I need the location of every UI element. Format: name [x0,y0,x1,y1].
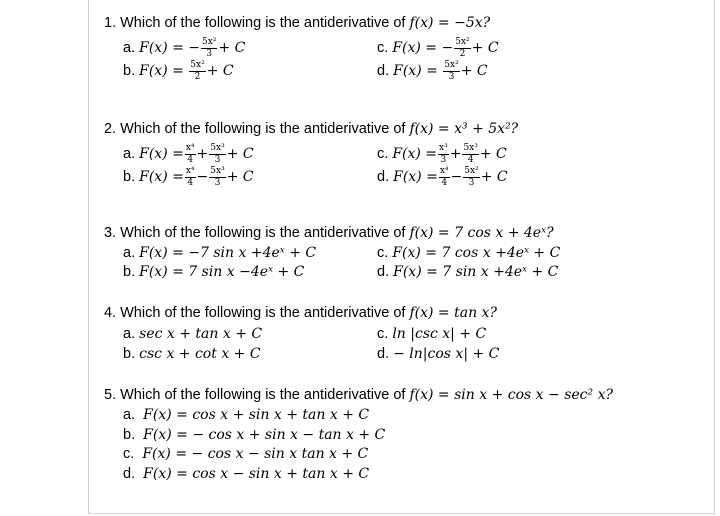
option-2d[interactable]: d. F(x) = $\frac{\text{x⁴}}{4}$ − $\frac{\text{5x²}}{3}$ + C [377,165,508,188]
question-1-options [123,37,704,83]
fraction: $\frac{\text{5x³}}{4}$ [463,142,478,165]
option-3a[interactable]: a. F(x) = −7 sin x +4eˣ + C [123,245,317,261]
option-2b[interactable]: b. F(x) = $\frac{\text{x⁴}}{4}$ − $\frac{\text{5x³}}{3}$ + C [123,165,254,188]
option-1d[interactable]: d. F(x) = $\frac{\text{5x²}}{3}$ + C [377,59,488,82]
question-4-function: f(x) = tan x? [409,305,497,321]
fraction: $\frac{\text{5x³}}{3}$ [210,142,225,165]
fraction: $\frac{\text{x³}}{3}$ [439,142,448,165]
option-1a[interactable]: a. F(x) = − $\frac{\text{5x²}}{3}$ + C [123,36,246,59]
option-1b[interactable]: b. F(x) = $\frac{\text{5x²}}{2}$ + C [123,59,234,82]
option-4a[interactable]: a. sec x + tan x + C [123,326,263,342]
question-4-prompt: Which of the following is the antiderivative of [120,305,406,321]
option-4c[interactable]: c. ln |csc x| + C [377,326,487,342]
question-4-text [104,304,704,324]
fraction: $\frac{\text{x⁴}}{4}$ [185,165,195,188]
option-4d[interactable]: d. − ln|cos x| + C [377,346,500,362]
question-1-number: 1. [104,15,117,31]
question-1-prompt: Which of the following is the antiderivative of [120,15,406,31]
fraction: $\frac{\text{5x²}}{3}$ [202,36,217,59]
question-2-function: f(x) = x³ + 5x²? [409,121,519,137]
fraction: $\frac{\text{5x²}}{2}$ [190,59,205,82]
question-5-prompt: Which of the following is the antiderivative of [120,387,406,403]
question-5-number: 5. [104,387,117,403]
option-4b[interactable]: b. csc x + cot x + C [123,346,261,362]
question-2-options [123,143,704,189]
question-1-function: f(x) = −5x? [409,15,491,31]
question-4-options [123,324,704,364]
option-3b[interactable]: b. F(x) = 7 sin x −4eˣ + C [123,264,305,280]
question-2-number: 2. [104,121,117,137]
question-1 [104,14,704,83]
question-3-number: 3. [104,225,117,241]
question-3-function: f(x) = 7 cos x + 4eˣ? [409,225,554,241]
option-2c[interactable]: c. F(x) = $\frac{\text{x³}}{3}$ + $\frac{\text{5x³}}{4}$ + C [377,142,507,165]
fraction: $\frac{\text{5x²}}{3}$ [464,165,479,188]
question-3-options [123,244,704,282]
fraction: $\frac{\text{5x²}}{3}$ [444,59,459,82]
question-5-function: f(x) = sin x + cos x − sec² x? [409,387,613,403]
question-3 [104,224,704,282]
option-5d[interactable]: d. F(x) = cos x − sin x + tan x + C [123,465,370,482]
question-2 [104,120,704,189]
option-1c[interactable]: c. F(x) = − $\frac{\text{5x²}}{2}$ + C [377,36,499,59]
question-3-text [104,224,704,244]
question-5-text [104,386,704,406]
option-5c[interactable]: c. F(x) = − cos x − sin x tan x + C [123,446,369,462]
fraction: $\frac{\text{x⁴}}{4}$ [185,142,195,165]
option-3c[interactable]: c. F(x) = 7 cos x +4eˣ + C [377,245,561,261]
fraction: $\frac{\text{5x²}}{2}$ [455,36,470,59]
option-2a[interactable]: a. F(x) = $\frac{\text{x⁴}}{4}$ + $\frac{\text{5x³}}{3}$ + C [123,142,254,165]
fraction: $\frac{\text{5x³}}{3}$ [210,165,225,188]
question-5 [104,386,704,484]
question-1-text [104,14,704,34]
option-3d[interactable]: d. F(x) = 7 sin x +4eˣ + C [377,264,559,280]
option-5b[interactable]: b. F(x) = − cos x + sin x − tan x + C [123,426,386,443]
question-4 [104,304,704,364]
option-5a[interactable]: a. F(x) = cos x + sin x + tan x + C [123,407,370,423]
fraction: $\frac{\text{x⁴}}{4}$ [439,165,449,188]
question-3-prompt: Which of the following is the antiderivative of [120,225,406,241]
question-5-options [123,406,704,484]
question-2-prompt: Which of the following is the antiderivative of [120,121,406,137]
question-2-text [104,120,704,140]
question-4-number: 4. [104,305,117,321]
